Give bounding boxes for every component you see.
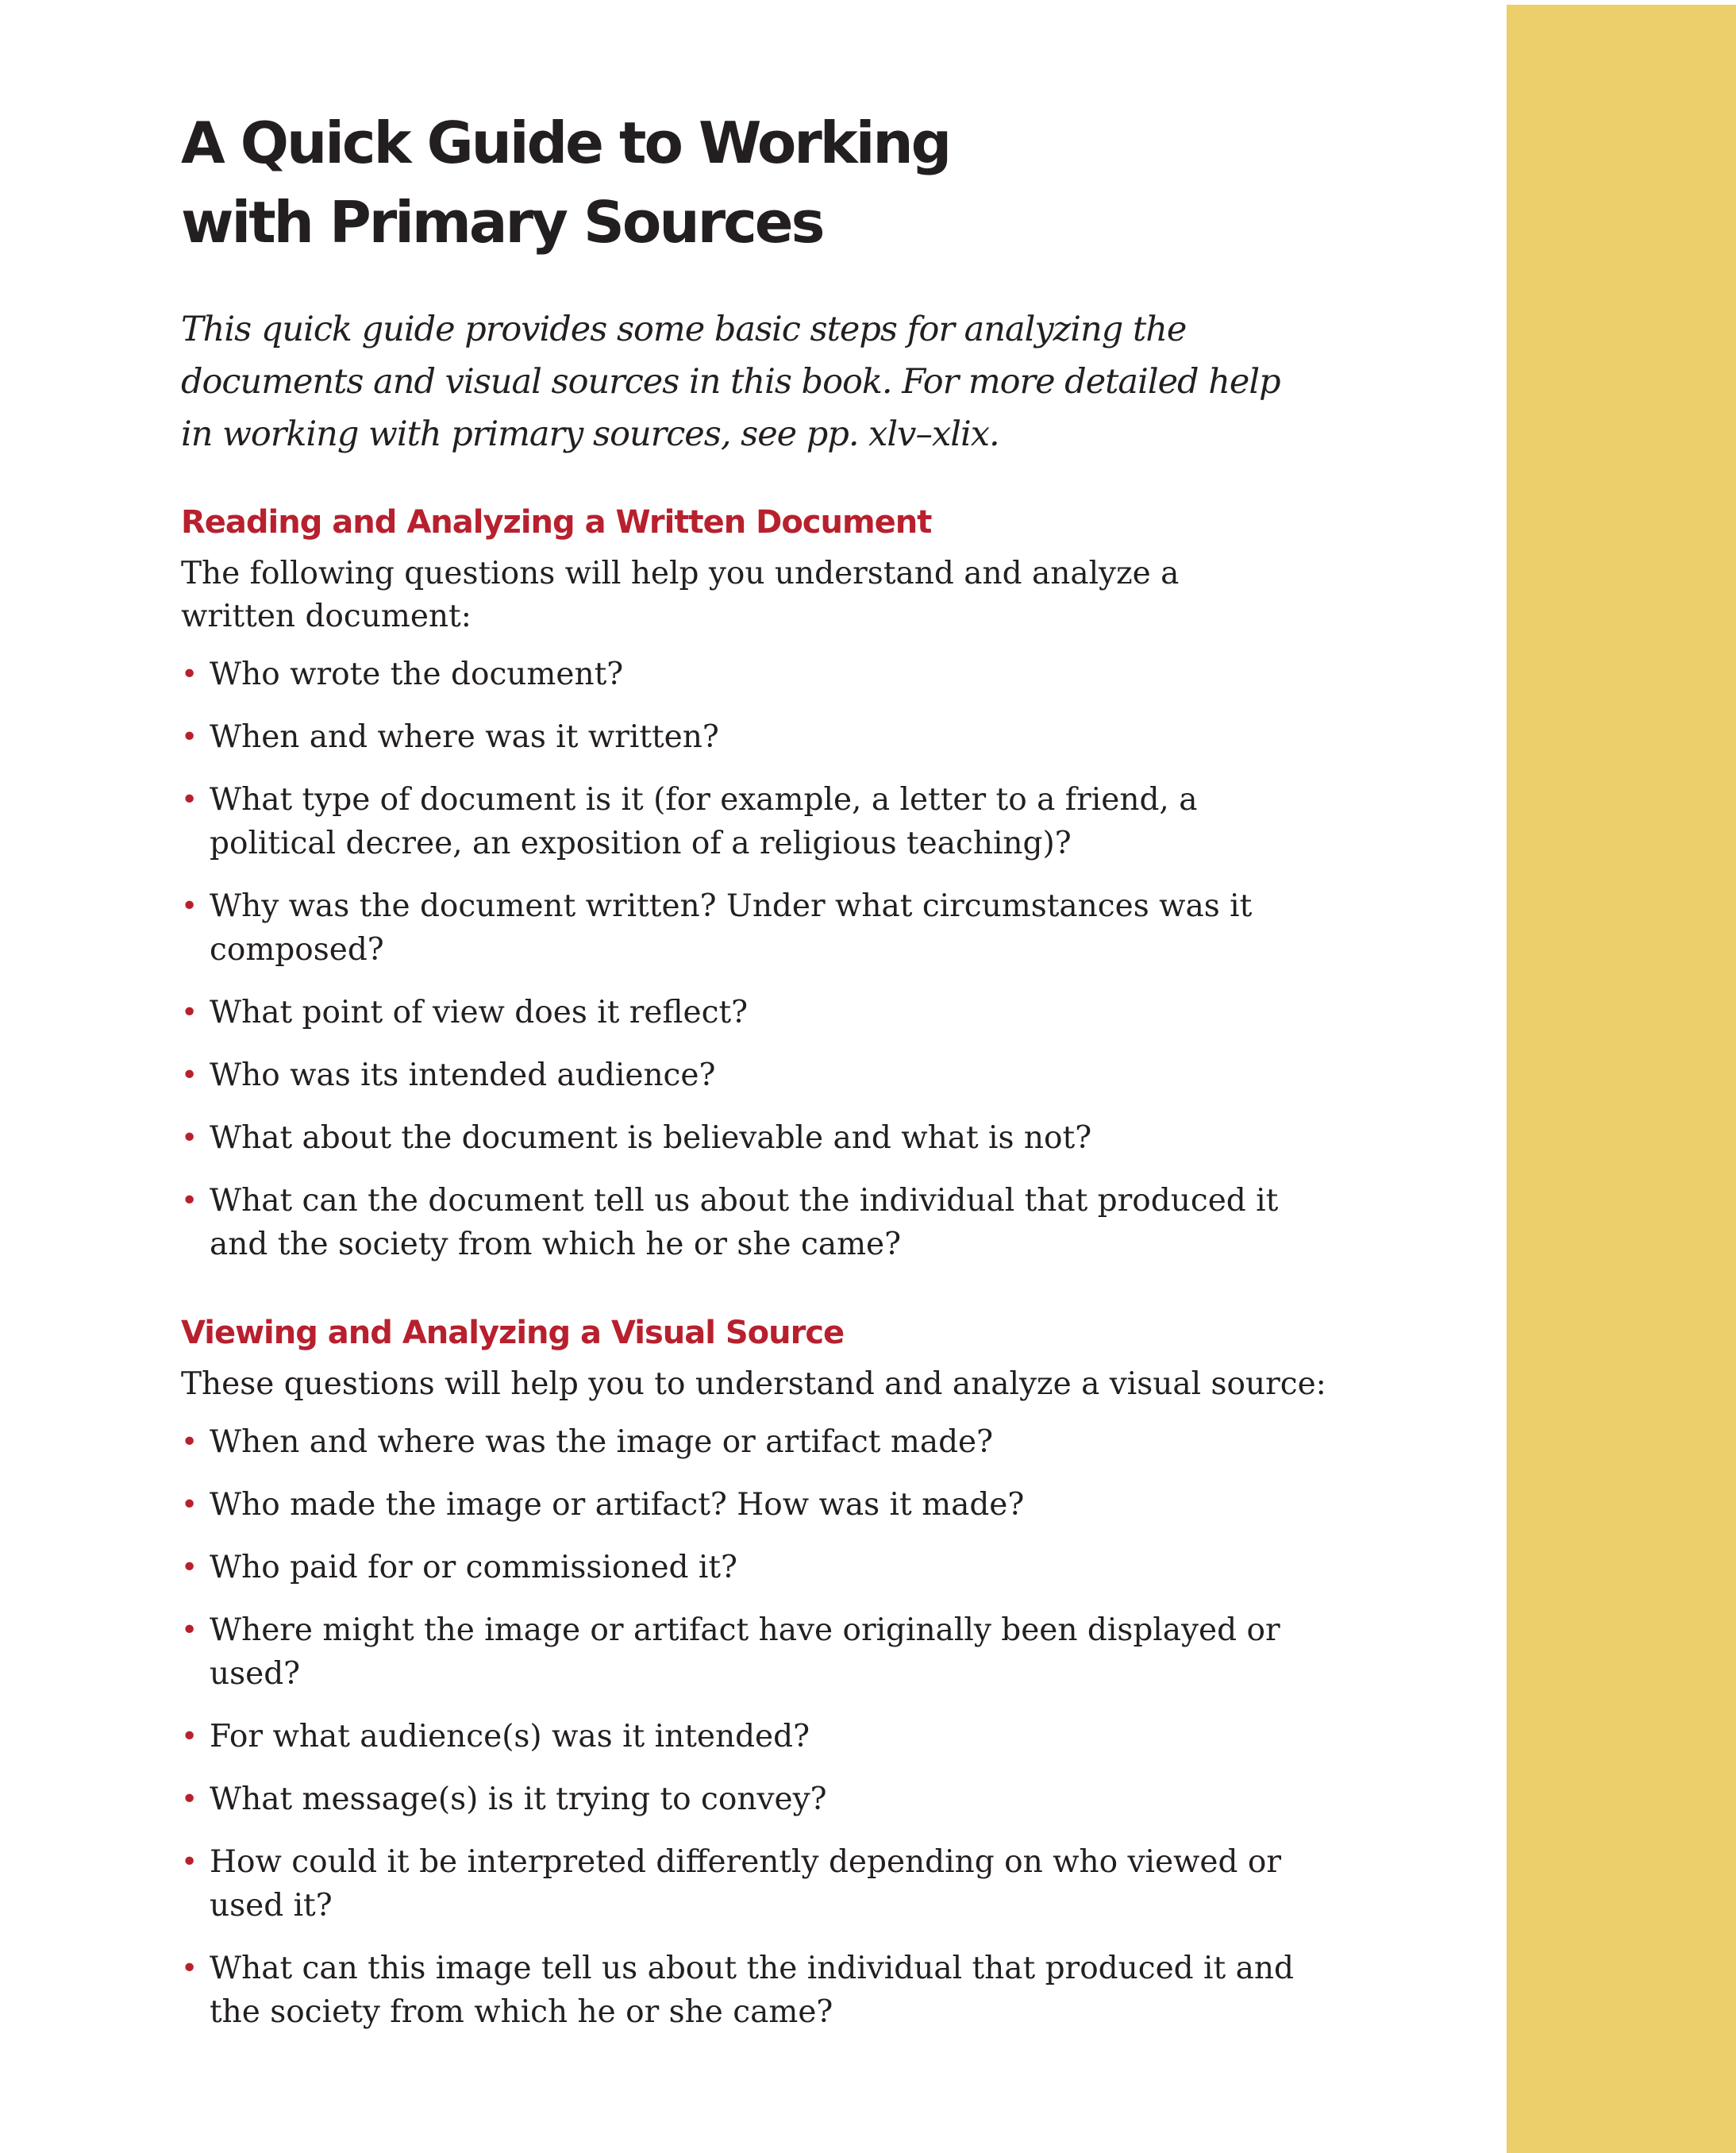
question-list-visual (181, 1420, 1332, 2034)
bullet-icon: • (181, 1551, 198, 1584)
question-item (181, 1608, 1332, 1696)
bullet-icon: • (181, 1846, 198, 1878)
bullet-icon: • (181, 1952, 198, 1985)
question-item (181, 778, 1332, 865)
question-item (181, 1179, 1332, 1266)
question-item (181, 1715, 1332, 1758)
question-text: How could it be interpreted differently depending on who viewed or used it? (210, 1844, 1281, 1924)
question-list-written (181, 653, 1332, 1266)
question-text: What can this image tell us about the individual that produced it and the society from which he or she came? (210, 1951, 1294, 2030)
bullet-icon: • (181, 1489, 198, 1521)
question-item (181, 1053, 1332, 1097)
question-text: What can the document tell us about the individual that produced it and the society from which he or she came? (210, 1183, 1279, 1262)
question-text: For what audience(s) was it intended? (210, 1719, 810, 1754)
title-line-1: A Quick Guide to Working (181, 110, 950, 176)
question-text: Why was the document written? Under what circumstances was it composed? (210, 888, 1253, 968)
question-text: Who wrote the document? (210, 657, 624, 692)
bullet-icon: • (181, 996, 198, 1029)
question-item (181, 1947, 1332, 2034)
bullet-icon: • (181, 1783, 198, 1816)
bullet-icon: • (181, 1426, 198, 1458)
question-item (181, 653, 1332, 696)
question-text: When and where was the image or artifact made? (210, 1424, 994, 1460)
section-heading-written: Reading and Analyzing a Written Document (181, 504, 932, 541)
yellow-margin-band (1507, 5, 1736, 2153)
bullet-icon: • (181, 721, 198, 753)
question-text: What message(s) is it trying to convey? (210, 1781, 827, 1817)
question-item (181, 1777, 1332, 1821)
question-item (181, 1116, 1332, 1160)
page-content (181, 103, 1332, 2053)
page-title (181, 103, 1332, 262)
question-text: Where might the image or artifact have originally been displayed or used? (210, 1612, 1280, 1692)
section-written-document (181, 499, 1332, 1266)
bullet-icon: • (181, 1614, 198, 1647)
section-lead-written: The following questions will help you understand and analyze a written document: (181, 556, 1180, 634)
bullet-icon: • (181, 1720, 198, 1753)
bullet-icon: • (181, 890, 198, 922)
section-lead-visual: These questions will help you to understand and analyze a visual source: (181, 1366, 1326, 1402)
bullet-icon: • (181, 1122, 198, 1154)
section-visual-source (181, 1309, 1332, 2034)
question-item (181, 884, 1332, 972)
question-text: Who was its intended audience? (210, 1057, 716, 1093)
bullet-icon: • (181, 1184, 198, 1217)
question-item (181, 1546, 1332, 1589)
question-item (181, 1840, 1332, 1928)
question-item (181, 991, 1332, 1034)
question-text: Who made the image or artifact? How was it made? (210, 1487, 1025, 1523)
bullet-icon: • (181, 784, 198, 816)
bullet-icon: • (181, 1059, 198, 1092)
question-item (181, 1483, 1332, 1527)
intro-paragraph: This quick guide provides some basic steps for analyzing the documents and visual sources in this book. For more detailed help in working with primary sources, see pp. xlv–xlix. (181, 310, 1280, 454)
question-text: Who paid for or commissioned it? (210, 1550, 737, 1585)
question-text: What type of document is it (for example, a letter to a friend, a political decree, an exposition of a religious teaching)? (210, 782, 1198, 861)
bullet-icon: • (181, 658, 198, 691)
question-text: What about the document is believable and what is not? (210, 1120, 1092, 1156)
section-heading-visual: Viewing and Analyzing a Visual Source (181, 1315, 845, 1351)
question-text: When and where was it written? (210, 719, 719, 755)
question-text: What point of view does it reflect? (210, 995, 749, 1030)
title-line-2: with Primary Sources (181, 189, 823, 256)
question-item (181, 715, 1332, 759)
question-item (181, 1420, 1332, 1464)
